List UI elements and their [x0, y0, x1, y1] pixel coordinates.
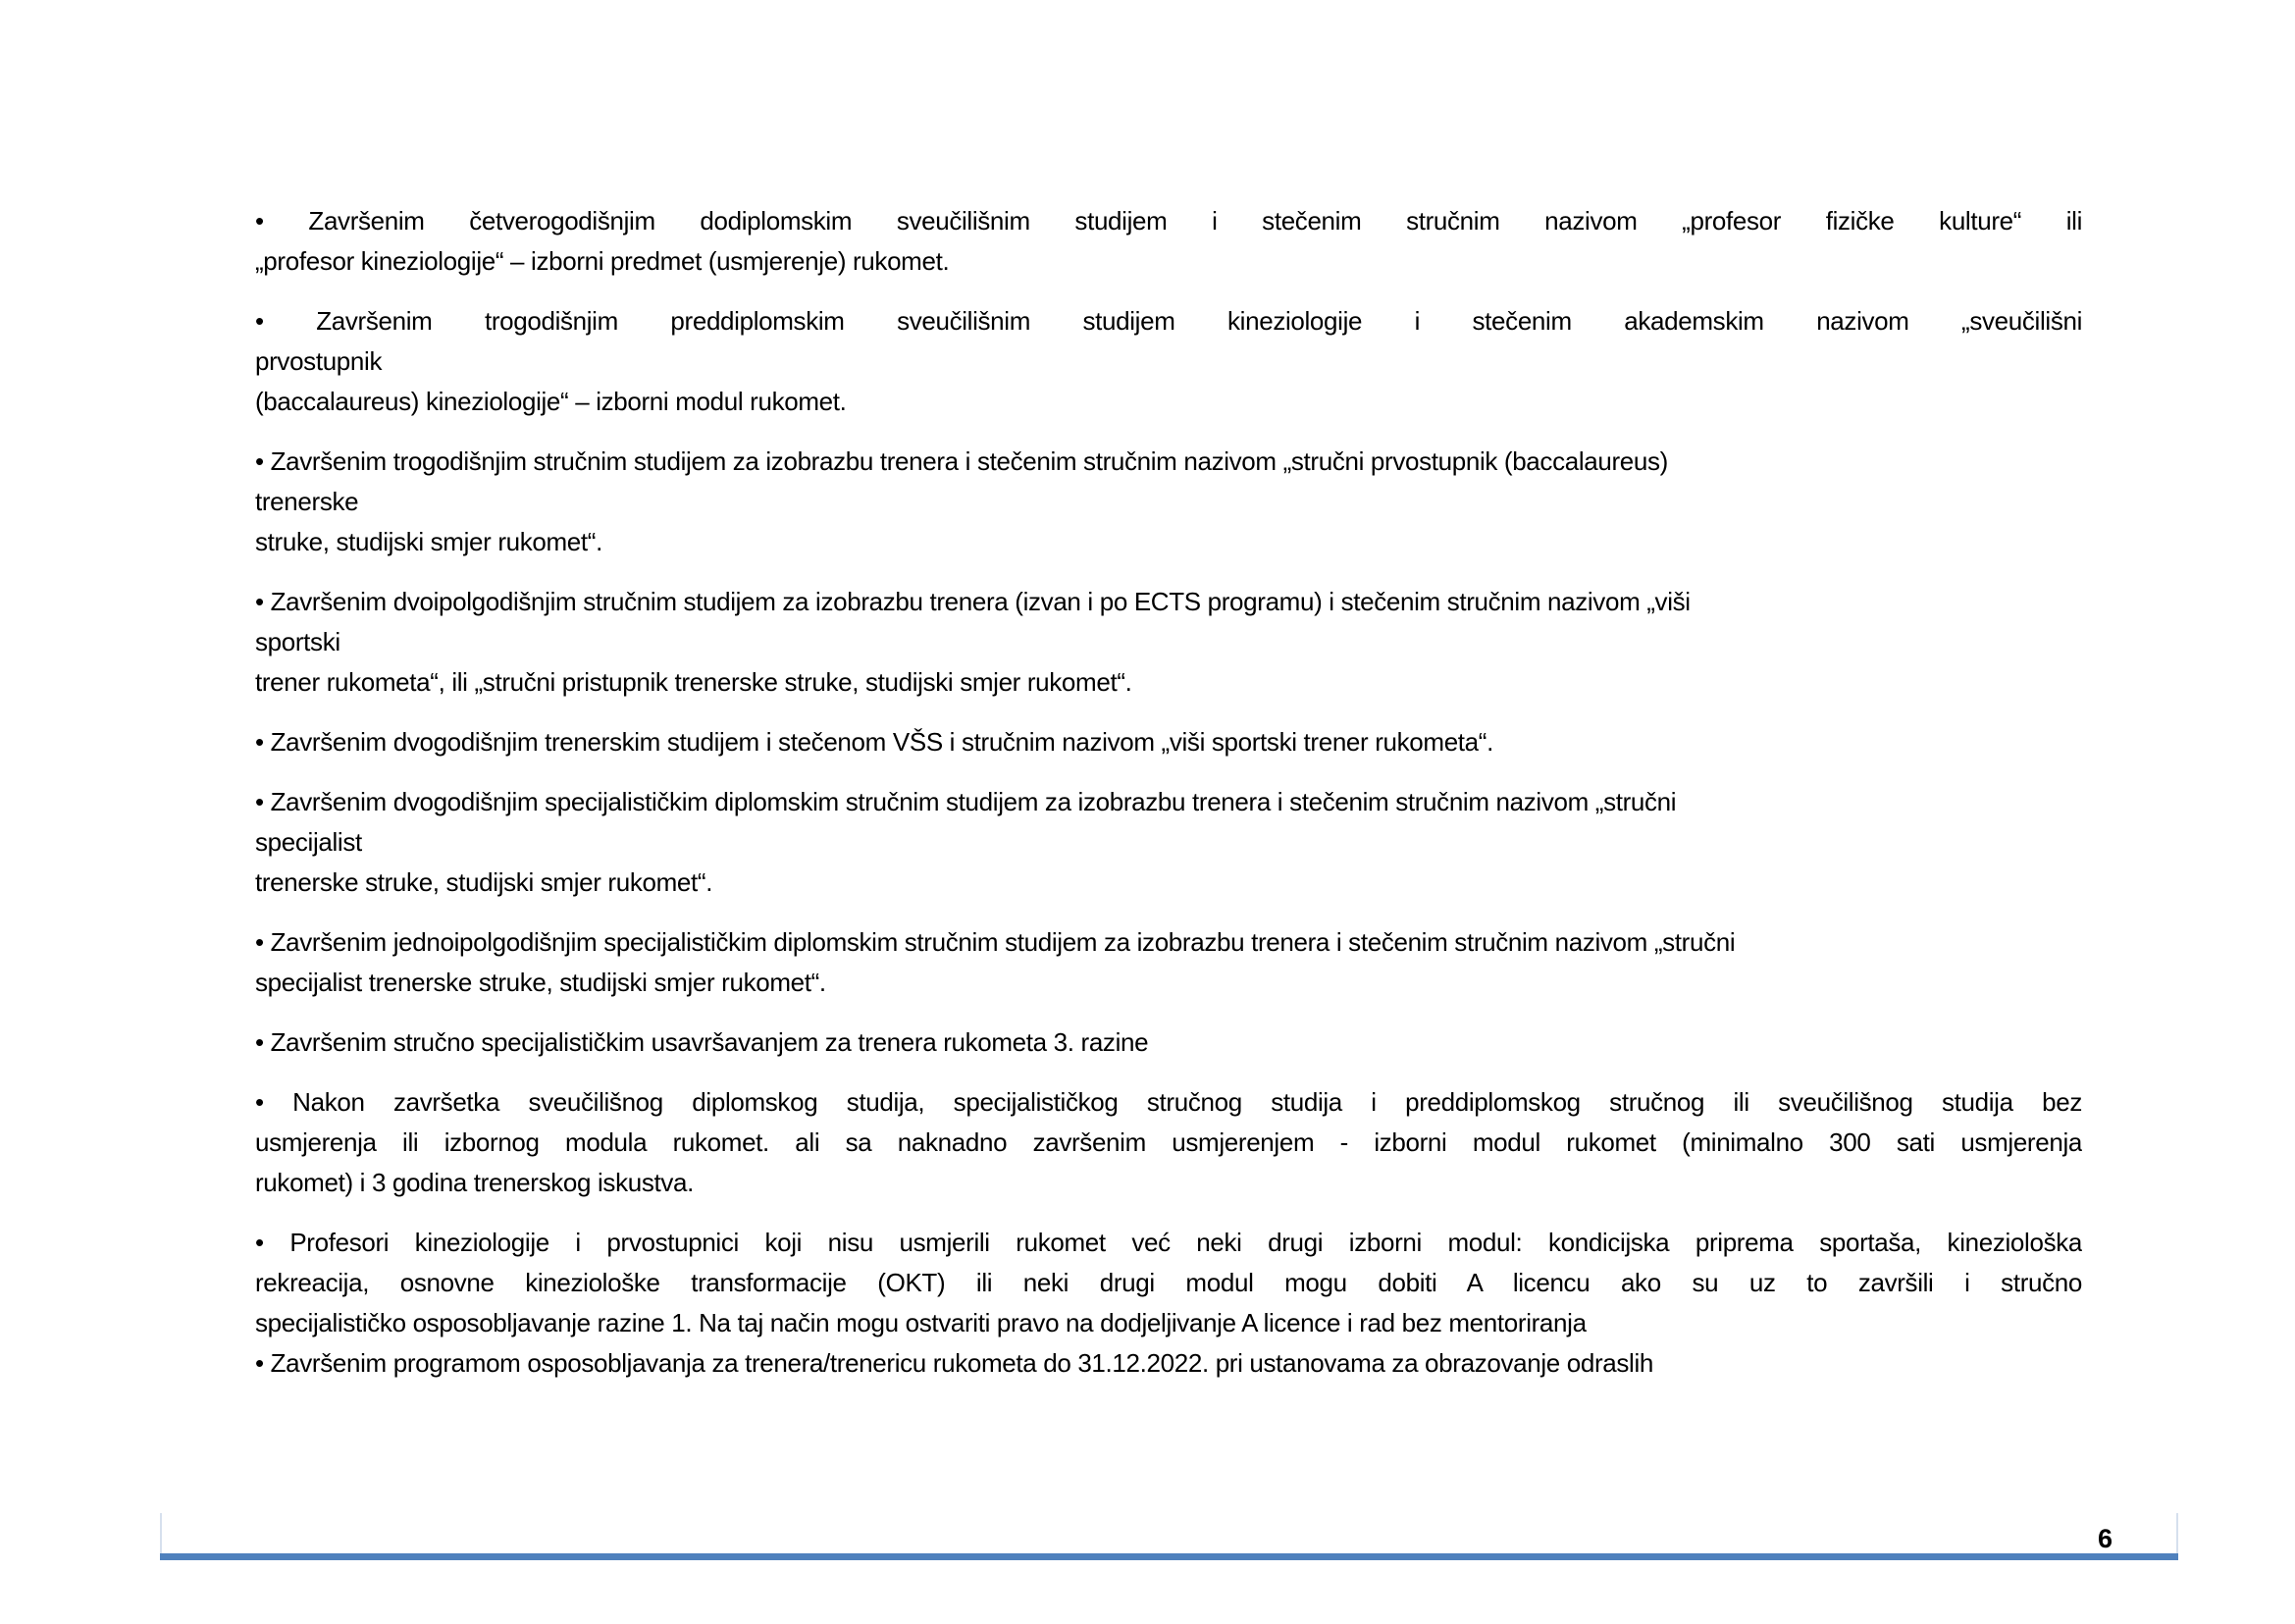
bullet-paragraph: [255, 722, 2082, 762]
text-line: • Završenim dvogodišnjim specijalističkim diplomskim stručnim studijem za izobrazbu trenera i stečenim stručnim nazivom „stručni: [255, 787, 1677, 816]
page-number: 6: [2098, 1524, 2113, 1553]
bullet-paragraph: [255, 1082, 2082, 1203]
bullet-paragraph: [255, 301, 2082, 422]
text-line: • Završenim dvoipolgodišnjim stručnim studijem za izobrazbu trenera (izvan i po ECTS programu) i stečenim stručnim nazivom „viši: [255, 587, 1691, 616]
text-line: • Završenim programom osposobljavanja za trenera/trenericu rukometa do 31.12.2022. pri ustanovama za obrazovanje odraslih: [255, 1348, 1653, 1378]
text-line: • Završenim četverogodišnjim dodiplomskim sveučilišnim studijem i stečenim stručnim nazivom „profesor fizičke kulture“ ili: [255, 206, 2082, 236]
text-line: • Profesori kineziologije i prvostupnici koji nisu usmjerili rukomet već neki drugi izborni modul: kondicijska priprema sportaša, kineziološka: [255, 1228, 2082, 1257]
text-line: usmjerenja ili izbornog modula rukomet. ali sa naknadno završenim usmjerenjem - izborni modul rukomet (minimalno 300 sati usmjerenja: [255, 1127, 2082, 1157]
text-line: • Završenim dvogodišnjim trenerskim studijem i stečenom VŠS i stručnim nazivom „viši sportski trener rukometa“.: [255, 727, 1493, 757]
text-line: • Završenim trogodišnjim stručnim studijem za izobrazbu trenera i stečenim stručnim nazivom „stručni prvostupnik (baccalaureus): [255, 446, 1668, 476]
document-body: [255, 201, 2082, 1403]
text-line: trenerske: [255, 487, 359, 516]
text-line: specijalist trenerske struke, studijski smjer rukomet“.: [255, 968, 826, 997]
bullet-paragraph: [255, 442, 2082, 562]
bullet-paragraph: [255, 1223, 2082, 1343]
text-line: • Završenim trogodišnjim preddiplomskim sveučilišnim studijem kineziologije i stečenim akademskim nazivom „sveučilišni: [255, 306, 2082, 336]
text-line: specijalističko osposobljavanje razine 1. Na taj način mogu ostvariti pravo na dodjeljivanje A licence i rad bez mentoriranja: [255, 1308, 1587, 1337]
text-line: trenerske struke, studijski smjer rukomet“.: [255, 867, 713, 897]
text-line: rekreacija, osnovne kineziološke transformacije (OKT) ili neki drugi modul mogu dobiti A licencu ako su uz to završili i stručno: [255, 1268, 2082, 1297]
bullet-paragraph: [255, 1343, 2082, 1384]
text-line: sportski: [255, 627, 340, 656]
text-line: struke, studijski smjer rukomet“.: [255, 527, 602, 556]
bullet-paragraph: [255, 582, 2082, 703]
footer-rule: [160, 1553, 2178, 1560]
text-line: • Završenim stručno specijalističkim usavršavanjem za trenera rukometa 3. razine: [255, 1027, 1149, 1057]
text-line: (baccalaureus) kineziologije“ – izborni modul rukomet.: [255, 387, 847, 416]
bullet-paragraph: [255, 1022, 2082, 1063]
text-line: • Završenim jednoipolgodišnjim specijalističkim diplomskim stručnim studijem za izobrazbu trenera i stečenim stručnim nazivom „stručni: [255, 927, 1736, 957]
text-line: specijalist: [255, 827, 362, 857]
text-line: „profesor kineziologije“ – izborni predmet (usmjerenje) rukomet.: [255, 246, 950, 276]
text-line: • Nakon završetka sveučilišnog diplomskog studija, specijalističkog stručnog studija i preddiplomskog stručnog ili sveučilišnog studija bez: [255, 1087, 2082, 1117]
text-line: trener rukometa“, ili „stručni pristupnik trenerske struke, studijski smjer rukomet“.: [255, 667, 1132, 697]
text-line: prvostupnik: [255, 346, 383, 376]
text-line: rukomet) i 3 godina trenerskog iskustva.: [255, 1168, 694, 1197]
bullet-paragraph: [255, 201, 2082, 282]
footer-right-border: [2176, 1513, 2178, 1554]
footer-left-border: [160, 1513, 162, 1554]
bullet-paragraph: [255, 782, 2082, 903]
bullet-paragraph: [255, 922, 2082, 1003]
